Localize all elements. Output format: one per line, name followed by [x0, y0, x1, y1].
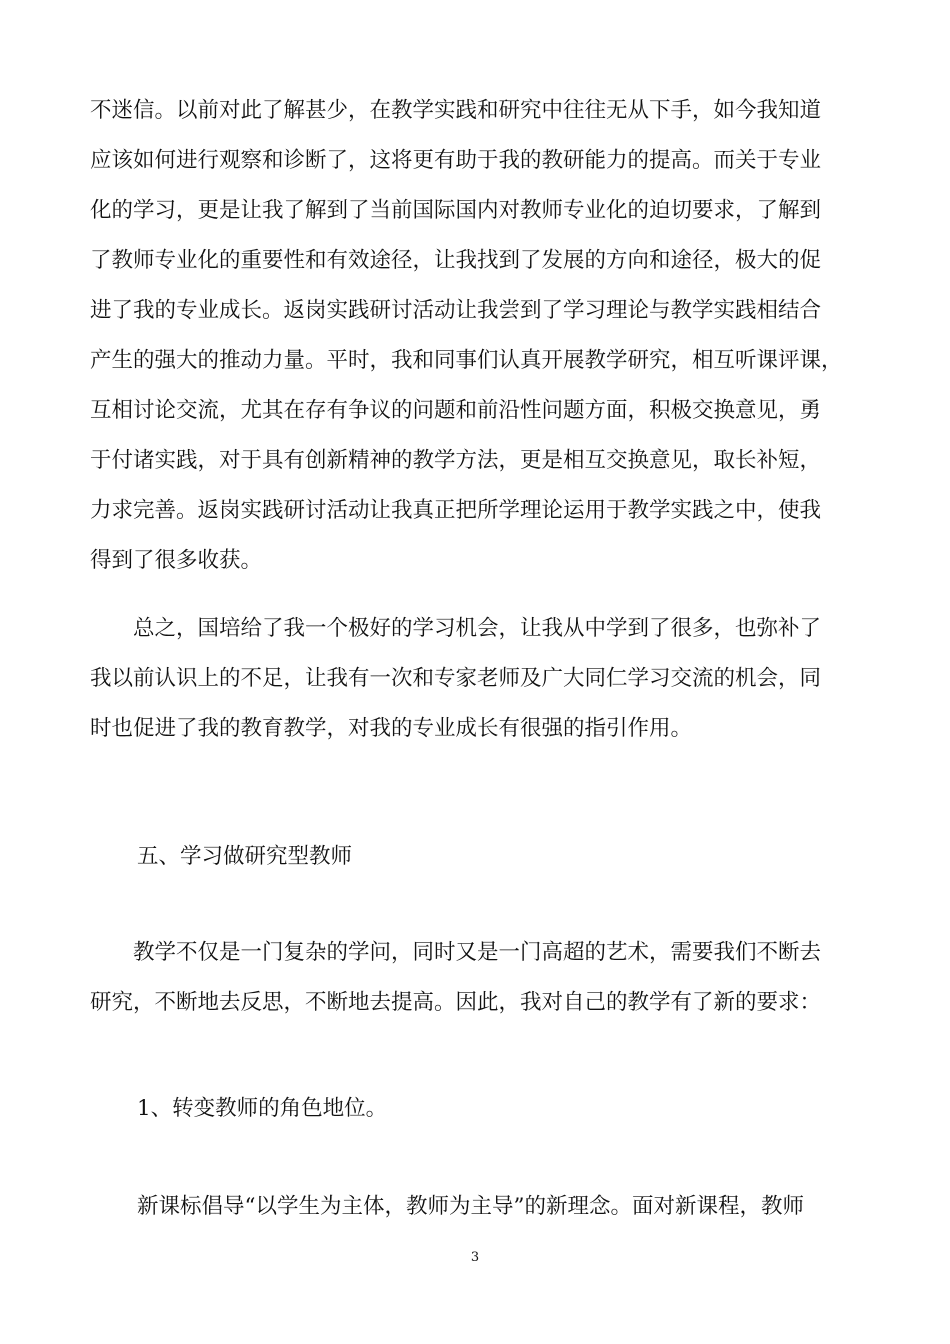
paragraph-line: 教学不仅是一门复杂的学问，同时又是一门高超的艺术，需要我们不断去: [90, 940, 822, 965]
paragraph-line: 时也促进了我的教育教学，对我的专业成长有很强的指引作用。: [90, 716, 693, 741]
paragraph-line: 进了我的专业成长。返岗实践研讨活动让我尝到了学习理论与教学实践相结合: [90, 298, 822, 323]
paragraph-line: 化的学习，更是让我了解到了当前国际国内对教师专业化的迫切要求，了解到: [90, 198, 822, 223]
paragraph-3: [90, 928, 870, 1028]
paragraph-line: 应该如何进行观察和诊断了，这将更有助于我的教研能力的提高。而关于专业: [90, 148, 822, 173]
paragraph-1: [90, 86, 870, 586]
paragraph-line: 得到了很多收获。: [90, 548, 263, 573]
paragraph-line: 新课标倡导“以学生为主体，教师为主导”的新理念。面对新课程，教师: [137, 1194, 804, 1219]
paragraph-line: 力求完善。返岗实践研讨活动让我真正把所学理论运用于教学实践之中，使我: [90, 498, 822, 523]
paragraph-line: 总之，国培给了我一个极好的学习机会，让我从中学到了很多，也弥补了: [90, 616, 822, 641]
paragraph-line: 产生的强大的推动力量。平时，我和同事们认真开展教学研究，相互听课评课，: [90, 348, 843, 373]
paragraph-2: [90, 604, 870, 754]
paragraph-line: 不迷信。以前对此了解甚少，在教学实践和研究中往往无从下手，如今我知道: [90, 98, 822, 123]
paragraph-line: 互相讨论交流，尤其在存有争议的问题和前沿性问题方面，积极交换意见，勇: [90, 398, 822, 423]
paragraph-line: 我以前认识上的不足，让我有一次和专家老师及广大同仁学习交流的机会，同: [90, 666, 822, 691]
paragraph-line: 于付诸实践，对于具有创新精神的教学方法，更是相互交换意见，取长补短，: [90, 448, 822, 473]
paragraph-4: [137, 1182, 872, 1232]
page-number: 3: [470, 1250, 480, 1265]
paragraph-line: 了教师专业化的重要性和有效途径，让我找到了发展的方向和途径，极大的促: [90, 248, 822, 273]
paragraph-line: 研究，不断地去反思，不断地去提高。因此，我对自己的教学有了新的要求：: [90, 990, 822, 1015]
sub-heading: 1、转变教师的角色地位。: [137, 1096, 388, 1121]
section-heading: 五、学习做研究型教师: [137, 844, 353, 869]
